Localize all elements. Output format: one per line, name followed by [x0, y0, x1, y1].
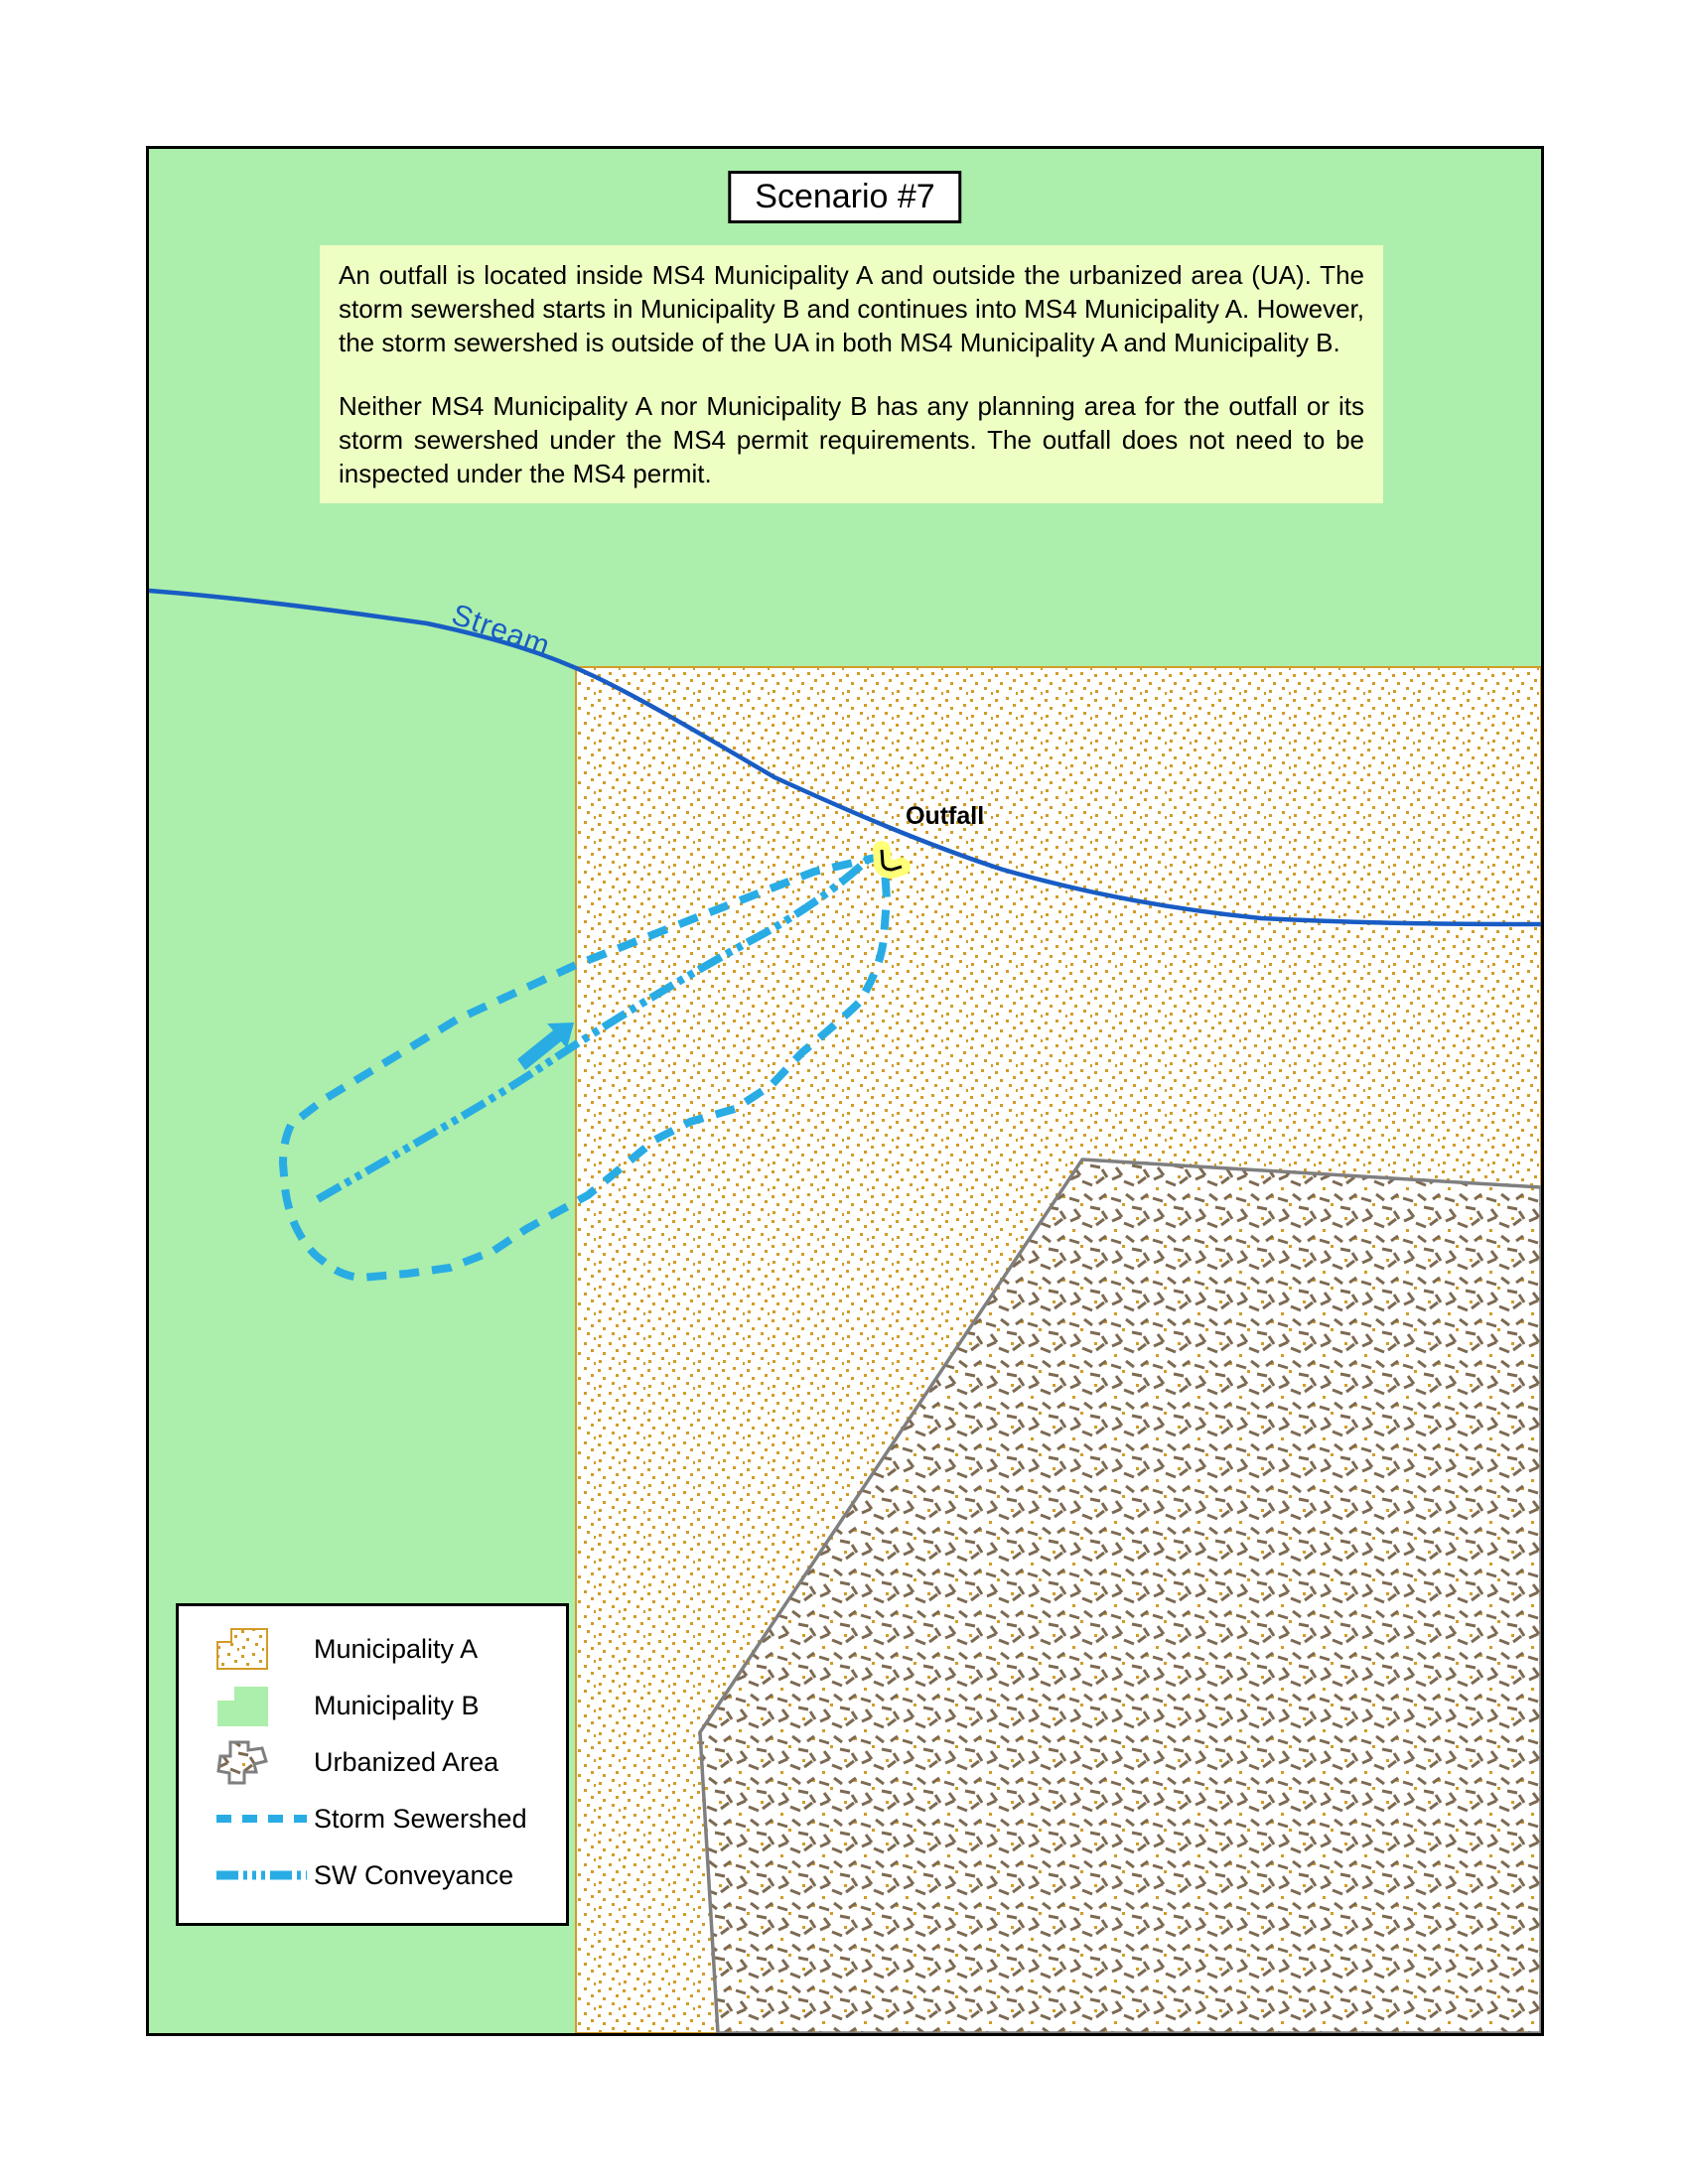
legend-label: Municipality B — [314, 1690, 480, 1720]
map-legend — [176, 1603, 569, 1926]
flow-arrow-icon — [517, 1023, 574, 1070]
municipality-b-swatch-icon — [214, 1683, 314, 1728]
scenario-map — [146, 146, 1544, 2036]
municipality-a-swatch-icon — [214, 1626, 314, 1672]
scenario-note-paragraph-1: An outfall is located inside MS4 Municipality A and outside the urbanized area (UA). The storm sewershed starts in Municipality B and continues into MS4 Municipality A. However, the storm sewershed is outside of the UA in both MS4 Municipality A and Municipality B. — [339, 260, 1364, 357]
legend-item-municipality-a — [214, 1626, 566, 1672]
scenario-note — [320, 245, 1383, 503]
legend-label: Urbanized Area — [314, 1746, 499, 1777]
page-title-text: Scenario #7 — [755, 178, 935, 215]
legend-item-storm-sewershed — [214, 1796, 566, 1842]
page-title — [728, 171, 961, 223]
storm-sewershed-line-icon — [214, 1813, 314, 1825]
legend-label: Storm Sewershed — [314, 1803, 527, 1834]
urbanized-area-swatch-icon — [214, 1737, 314, 1787]
legend-label: Municipality A — [314, 1633, 479, 1664]
stream-label: Stream — [447, 598, 555, 663]
legend-item-municipality-b — [214, 1683, 566, 1728]
scenario-note-paragraph-2: Neither MS4 Municipality A nor Municipality B has any planning area for the outfall or its storm sewershed under the MS4 permit requirements. The outfall does not need to be inspected under the MS4 permit. — [339, 391, 1364, 488]
outfall-label: Outfall — [906, 802, 985, 830]
legend-label: SW Conveyance — [314, 1859, 514, 1890]
sw-conveyance-line-icon — [214, 1869, 314, 1881]
legend-item-urbanized-area — [214, 1739, 566, 1785]
legend-item-sw-conveyance — [214, 1852, 566, 1898]
